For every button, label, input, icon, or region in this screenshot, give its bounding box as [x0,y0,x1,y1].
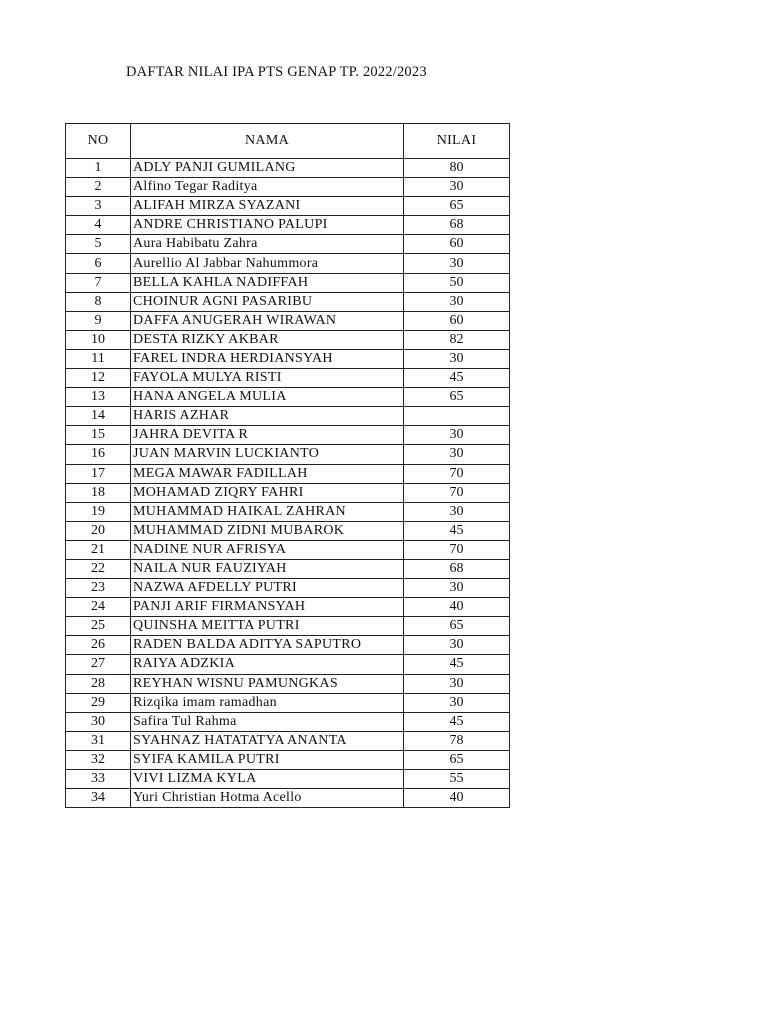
row-no-cell: 1 [66,159,131,178]
row-score-cell: 30 [404,579,510,598]
row-name-cell: Aura Habibatu Zahra [131,235,404,254]
row-score-cell: 78 [404,731,510,750]
row-score-cell: 60 [404,235,510,254]
row-name-cell: FAREL INDRA HERDIANSYAH [131,349,404,368]
row-no-cell: 9 [66,311,131,330]
table-row [66,407,510,426]
table-row [66,426,510,445]
row-no-cell: 12 [66,369,131,388]
header-nilai: NILAI [404,124,510,159]
table-row [66,750,510,769]
row-no-cell: 3 [66,197,131,216]
row-no-cell: 22 [66,559,131,578]
table-row [66,540,510,559]
row-no-cell: 25 [66,617,131,636]
row-no-cell: 13 [66,388,131,407]
row-score-cell: 30 [404,693,510,712]
table-row [66,731,510,750]
row-no-cell: 11 [66,349,131,368]
row-score-cell: 40 [404,598,510,617]
row-no-cell: 26 [66,636,131,655]
row-name-cell: PANJI ARIF FIRMANSYAH [131,598,404,617]
row-score-cell: 45 [404,655,510,674]
row-name-cell: HANA ANGELA MULIA [131,388,404,407]
row-score-cell: 30 [404,502,510,521]
row-no-cell: 33 [66,770,131,789]
row-name-cell: ADLY PANJI GUMILANG [131,159,404,178]
row-name-cell: REYHAN WISNU PAMUNGKAS [131,674,404,693]
row-name-cell: MUHAMMAD ZIDNI MUBAROK [131,521,404,540]
row-name-cell: DAFFA ANUGERAH WIRAWAN [131,311,404,330]
table-row [66,559,510,578]
row-no-cell: 20 [66,521,131,540]
row-score-cell: 70 [404,464,510,483]
row-name-cell: NAILA NUR FAUZIYAH [131,559,404,578]
table-row [66,330,510,349]
row-score-cell: 65 [404,197,510,216]
row-no-cell: 29 [66,693,131,712]
row-name-cell: MEGA MAWAR FADILLAH [131,464,404,483]
row-name-cell: CHOINUR AGNI PASARIBU [131,292,404,311]
table-row [66,254,510,273]
table-row [66,502,510,521]
table-row [66,235,510,254]
row-name-cell: HARIS AZHAR [131,407,404,426]
table-row [66,674,510,693]
row-score-cell: 30 [404,426,510,445]
row-score-cell: 45 [404,369,510,388]
row-score-cell: 30 [404,292,510,311]
table-row [66,617,510,636]
row-no-cell: 23 [66,579,131,598]
row-no-cell: 4 [66,216,131,235]
table-row [66,655,510,674]
row-score-cell: 45 [404,712,510,731]
row-name-cell: BELLA KAHLA NADIFFAH [131,273,404,292]
row-no-cell: 19 [66,502,131,521]
row-no-cell: 31 [66,731,131,750]
row-no-cell: 17 [66,464,131,483]
row-no-cell: 24 [66,598,131,617]
row-name-cell: MUHAMMAD HAIKAL ZAHRAN [131,502,404,521]
row-score-cell: 82 [404,330,510,349]
row-score-cell: 30 [404,178,510,197]
table-row [66,579,510,598]
row-score-cell: 30 [404,674,510,693]
table-body [66,159,510,808]
row-name-cell: ANDRE CHRISTIANO PALUPI [131,216,404,235]
grades-table [65,123,510,808]
row-score-cell: 50 [404,273,510,292]
row-score-cell [404,407,510,426]
row-score-cell: 65 [404,388,510,407]
row-name-cell: DESTA RIZKY AKBAR [131,330,404,349]
row-no-cell: 34 [66,789,131,808]
row-no-cell: 30 [66,712,131,731]
row-no-cell: 27 [66,655,131,674]
row-no-cell: 21 [66,540,131,559]
table-row [66,178,510,197]
table-row [66,598,510,617]
row-score-cell: 65 [404,617,510,636]
row-name-cell: Rizqika imam ramadhan [131,693,404,712]
row-score-cell: 68 [404,559,510,578]
table-row [66,770,510,789]
row-no-cell: 8 [66,292,131,311]
table-row [66,311,510,330]
row-score-cell: 45 [404,521,510,540]
table-row [66,273,510,292]
row-name-cell: ALIFAH MIRZA SYAZANI [131,197,404,216]
row-score-cell: 80 [404,159,510,178]
table-row [66,789,510,808]
row-name-cell: Alfino Tegar Raditya [131,178,404,197]
row-name-cell: RADEN BALDA ADITYA SAPUTRO [131,636,404,655]
row-name-cell: JAHRA DEVITA R [131,426,404,445]
row-no-cell: 32 [66,750,131,769]
row-name-cell: SYAHNAZ HATATATYA ANANTA [131,731,404,750]
row-score-cell: 30 [404,636,510,655]
table-row [66,369,510,388]
row-no-cell: 10 [66,330,131,349]
row-score-cell: 70 [404,540,510,559]
row-no-cell: 5 [66,235,131,254]
row-no-cell: 14 [66,407,131,426]
table-row [66,483,510,502]
table-row [66,197,510,216]
table-row [66,693,510,712]
row-score-cell: 60 [404,311,510,330]
row-score-cell: 65 [404,750,510,769]
row-name-cell: RAIYA ADZKIA [131,655,404,674]
row-score-cell: 70 [404,483,510,502]
table-row [66,636,510,655]
row-name-cell: Safira Tul Rahma [131,712,404,731]
header-no: NO [66,124,131,159]
row-name-cell: Yuri Christian Hotma Acello [131,789,404,808]
row-name-cell: Aurellio Al Jabbar Nahummora [131,254,404,273]
row-no-cell: 15 [66,426,131,445]
table-row [66,445,510,464]
row-name-cell: JUAN MARVIN LUCKIANTO [131,445,404,464]
table-row [66,216,510,235]
row-no-cell: 18 [66,483,131,502]
row-score-cell: 30 [404,445,510,464]
table-row [66,712,510,731]
row-name-cell: VIVI LIZMA KYLA [131,770,404,789]
row-no-cell: 7 [66,273,131,292]
table-row [66,521,510,540]
table-row [66,292,510,311]
row-no-cell: 6 [66,254,131,273]
row-no-cell: 28 [66,674,131,693]
row-no-cell: 2 [66,178,131,197]
row-name-cell: QUINSHA MEITTA PUTRI [131,617,404,636]
row-score-cell: 68 [404,216,510,235]
row-name-cell: SYIFA KAMILA PUTRI [131,750,404,769]
row-score-cell: 40 [404,789,510,808]
header-nama: NAMA [131,124,404,159]
row-name-cell: NAZWA AFDELLY PUTRI [131,579,404,598]
table-header-row [66,124,510,159]
row-name-cell: NADINE NUR AFRISYA [131,540,404,559]
table-row [66,159,510,178]
table-row [66,464,510,483]
row-score-cell: 30 [404,349,510,368]
row-name-cell: FAYOLA MULYA RISTI [131,369,404,388]
row-score-cell: 30 [404,254,510,273]
row-name-cell: MOHAMAD ZIQRY FAHRI [131,483,404,502]
row-score-cell: 55 [404,770,510,789]
table-row [66,349,510,368]
table-row [66,388,510,407]
document-title: DAFTAR NILAI IPA PTS GENAP TP. 2022/2023 [126,64,427,80]
row-no-cell: 16 [66,445,131,464]
